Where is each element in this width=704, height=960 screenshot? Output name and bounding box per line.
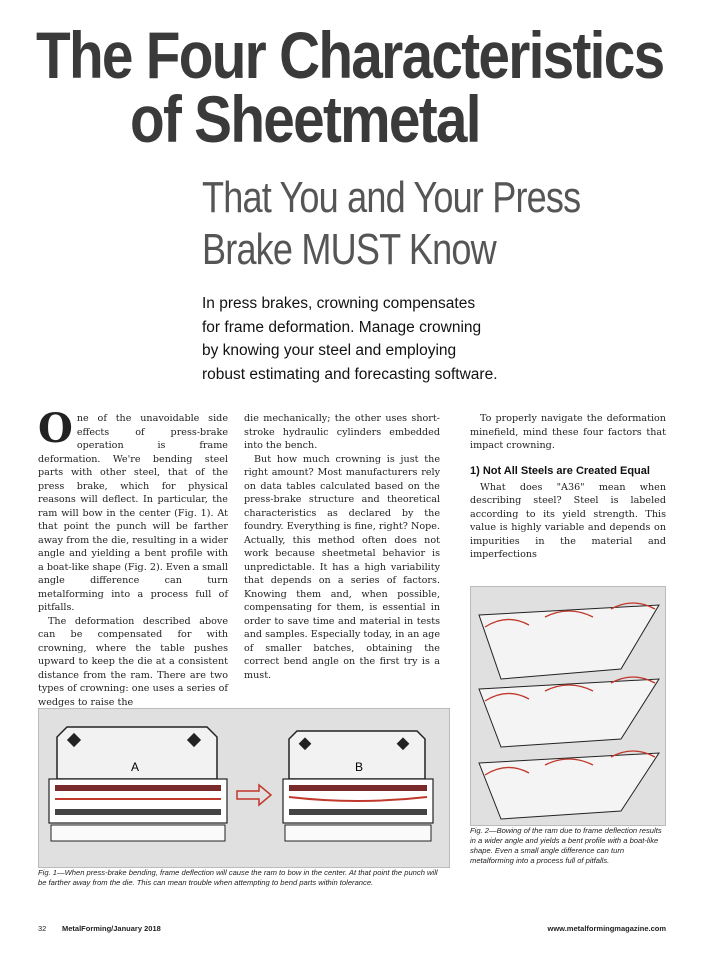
article-subtitle-line2: Brake MUST Know: [202, 225, 496, 274]
deck-line: In press brakes, crowning compensates: [202, 295, 476, 312]
figure-2-caption: Fig. 2—Bowing of the ram due to frame deflection results in a wider angle and yields a bent profile with a boat-like shape. Even a small angle difference can turn metalforming into a process full of pitfalls.: [470, 826, 662, 865]
deck-line: robust estimating and forecasting software.: [202, 365, 498, 383]
body-paragraph: But how much crowning is just the right amount? Most manufacturers rely on data tables calculated based on the press-brake structure and theoretical characteristics as declared by the foundry. Everything is fine, right? Nope. Actually, this method often does not work because sheetmetal behavior is unpredictable. It has a high variability that depends on a series of factors. Knowing them and, when possible, compensating for them, is essential in order to save time and material in tests and samples. Especially today, in an age of smaller batches, obtaining the correct bend angle on the first try is a must.: [244, 453, 440, 681]
figure-label-a: A: [131, 760, 140, 774]
bent-profile-3: [479, 751, 659, 819]
bent-profile-2: [479, 677, 659, 747]
press-brake-diagram: [39, 709, 449, 867]
body-paragraph: To properly navigate the deformation minefield, mind these four factors that impact crowning.: [470, 413, 666, 451]
body-paragraph: One of the unavoidable side effects of press-brake operation is frame deformation. We're bending steel parts with other steel, that of the press brake, which for physical reasons will deflect. In particular, the ram will bow in the center (Fig. 1). At that point the punch will be farther away from the die, resulting in a wider angle and yielding a bent profile with a boat-like shape (Fig. 2). Even a small angle difference can turn metalforming into a process full of pitfalls.: [38, 405, 228, 613]
deck-line: for frame deformation. Manage crowning: [202, 318, 482, 336]
transition-arrow: [237, 785, 271, 805]
figure-label-b: B: [355, 760, 364, 774]
body-paragraph: The deformation described above can be compensated for with crowning, where the table pushes upward to keep the die at a consistent distance from the ram. There are two types of crowning: one uses a series of wedges to raise the: [38, 615, 228, 708]
article-deck: [202, 292, 532, 386]
press-brake-right: [283, 731, 433, 841]
figure-1-caption: Fig. 1—When press-brake bending, frame deflection will cause the ram to bow in the center. At that point the punch will be farther away from the die. This can mean trouble when attempting to bend parts within tolerance.: [38, 868, 438, 887]
deck-line: by knowing your steel and employing: [202, 342, 457, 359]
body-paragraph: die mechanically; the other uses short-stroke hydraulic cylinders embedded into the bench.: [244, 413, 440, 451]
press-brake-left: [49, 727, 227, 841]
website-url: www.metalformingmagazine.com: [547, 924, 666, 933]
body-paragraph: What does "A36" mean when describing steel? Steel is labeled according to its yield strength. This value is highly variable and depends on impurities in the material and imperfections: [470, 481, 666, 560]
page-number: 32: [38, 924, 47, 933]
article-title-line1: The Four Characteristics: [36, 18, 664, 92]
figure-1-press-brake-illustration: [38, 708, 450, 868]
body-column-1: [38, 405, 228, 709]
body-column-3: [470, 412, 666, 562]
section-heading: 1) Not All Steels are Created Equal: [470, 464, 650, 477]
body-column-2: [244, 412, 440, 682]
bent-profile-diagram: [471, 587, 665, 825]
journal-name: MetalForming/January 2018: [62, 924, 161, 933]
bent-profile-1: [479, 603, 659, 679]
figure-2-bent-profile-illustration: [470, 586, 666, 826]
article-subtitle-line1: That You and Your Press: [202, 173, 581, 222]
drop-cap: O: [38, 405, 73, 452]
article-title-line2: of Sheetmetal: [130, 82, 480, 156]
